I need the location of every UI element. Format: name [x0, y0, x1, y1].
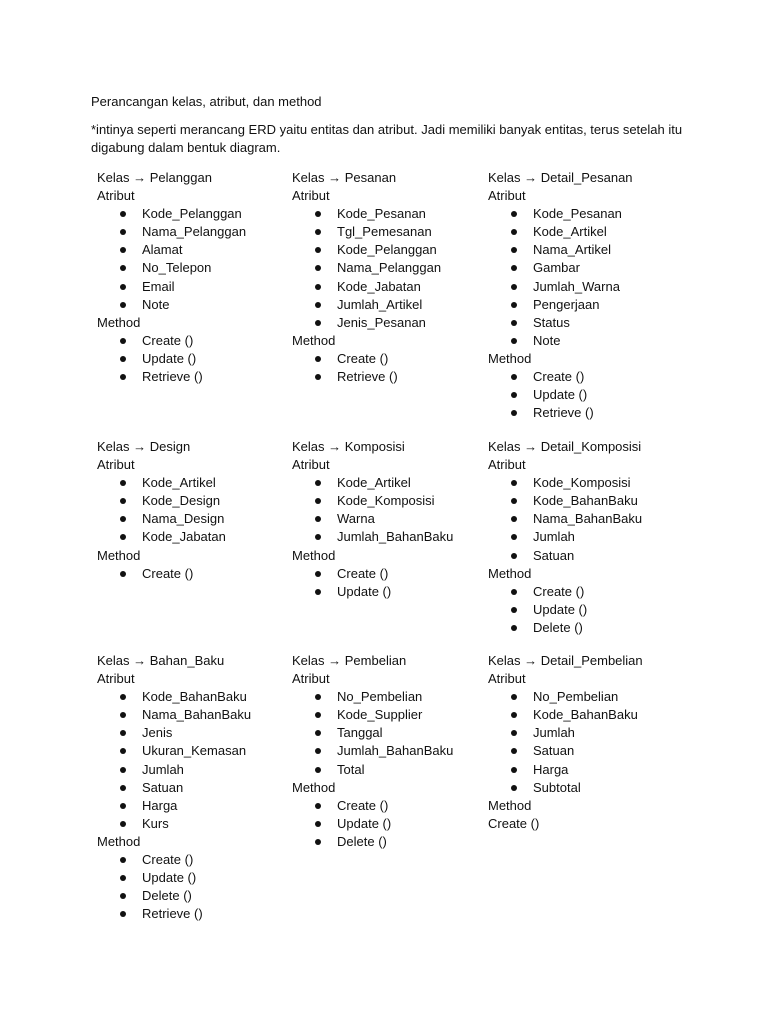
attribute-item: Jumlah_Artikel: [292, 296, 482, 314]
class-block-detail-pesanan: [488, 169, 678, 422]
class-prefix: Kelas →: [488, 439, 541, 454]
attribute-item: Pengerjaan: [488, 296, 678, 314]
method-item: Create (): [97, 851, 287, 869]
attribute-item: Jumlah: [97, 761, 287, 779]
attribute-item: No_Pembelian: [488, 688, 678, 706]
document-title: Perancangan kelas, atribut, dan method: [91, 94, 322, 109]
attribute-item: Total: [292, 761, 482, 779]
class-heading: [292, 652, 482, 670]
attribute-item: Nama_BahanBaku: [488, 510, 678, 528]
attribute-list: [292, 474, 482, 546]
class-heading: [97, 438, 287, 456]
method-item: Create (): [488, 583, 678, 601]
attribute-list: [97, 688, 287, 833]
method-list: [292, 350, 482, 386]
method-list: [97, 565, 287, 583]
class-name: Komposisi: [344, 439, 405, 454]
class-name: Pembelian: [344, 653, 407, 668]
attribute-item: Kode_Artikel: [292, 474, 482, 492]
method-label: Method: [97, 314, 141, 330]
class-prefix: Kelas →: [97, 653, 150, 668]
class-prefix: Kelas →: [97, 439, 150, 454]
attribute-item: Tanggal: [292, 724, 482, 742]
method-label: Method: [292, 779, 336, 795]
attribute-item: Note: [97, 296, 287, 314]
class-heading: [97, 169, 287, 187]
class-name: Pesanan: [344, 170, 397, 185]
class-heading: [488, 652, 678, 670]
atribut-label: Atribut: [97, 188, 135, 204]
method-list: [292, 565, 482, 601]
method-list: [292, 797, 482, 851]
method-list: [97, 851, 287, 923]
attribute-item: Nama_Design: [97, 510, 287, 528]
atribut-label: Atribut: [97, 457, 135, 473]
attribute-item: No_Telepon: [97, 259, 287, 277]
attribute-item: Kode_BahanBaku: [97, 688, 287, 706]
attribute-list: [488, 474, 678, 564]
class-heading: [292, 438, 482, 456]
atribut-label: Atribut: [292, 457, 330, 473]
class-name: Detail_Pembelian: [540, 653, 643, 668]
atribut-label: Atribut: [292, 671, 330, 687]
attribute-item: Satuan: [488, 742, 678, 760]
attribute-item: Alamat: [97, 241, 287, 259]
attribute-item: No_Pembelian: [292, 688, 482, 706]
class-block-pelanggan: [97, 169, 287, 386]
intro-paragraph: [91, 121, 691, 157]
attribute-item: Status: [488, 314, 678, 332]
attribute-list: [97, 205, 287, 314]
attribute-list: [292, 205, 482, 332]
attribute-item: Ukuran_Kemasan: [97, 742, 287, 760]
method-item: Create (): [97, 565, 287, 583]
method-item: Delete (): [97, 887, 287, 905]
method-item: Create (): [488, 815, 540, 831]
method-item: Create (): [292, 350, 482, 368]
intro-line: *intinya seperti merancang ERD yaitu entitas dan atribut. Jadi memiliki banyak entitas, terus setelah itu: [91, 122, 683, 137]
method-list: [488, 583, 678, 637]
method-item: Update (): [488, 601, 678, 619]
method-item: Create (): [488, 368, 678, 386]
method-list: [97, 332, 287, 386]
class-block-pesanan: [292, 169, 482, 386]
class-name: Detail_Komposisi: [540, 439, 642, 454]
atribut-label: Atribut: [488, 188, 526, 204]
attribute-list: [488, 688, 678, 797]
class-name: Bahan_Baku: [149, 653, 225, 668]
method-label: Method: [292, 547, 336, 563]
class-prefix: Kelas →: [292, 439, 345, 454]
attribute-item: Kode_Pelanggan: [97, 205, 287, 223]
class-prefix: Kelas →: [97, 170, 150, 185]
method-item: Create (): [292, 565, 482, 583]
method-label: Method: [292, 332, 336, 348]
class-prefix: Kelas →: [292, 653, 345, 668]
method-item: Create (): [292, 797, 482, 815]
attribute-item: Nama_Pelanggan: [97, 223, 287, 241]
attribute-item: Note: [488, 332, 678, 350]
class-heading: [292, 169, 482, 187]
attribute-item: Kode_Supplier: [292, 706, 482, 724]
attribute-item: Harga: [97, 797, 287, 815]
method-item: Update (): [97, 350, 287, 368]
attribute-item: Kode_Komposisi: [292, 492, 482, 510]
attribute-item: Jumlah_BahanBaku: [292, 742, 482, 760]
method-item: Retrieve (): [97, 368, 287, 386]
class-name: Pelanggan: [149, 170, 212, 185]
attribute-item: Satuan: [488, 547, 678, 565]
method-label: Method: [97, 547, 141, 563]
class-name: Detail_Pesanan: [540, 170, 633, 185]
atribut-label: Atribut: [97, 671, 135, 687]
attribute-item: Kode_BahanBaku: [488, 706, 678, 724]
attribute-item: Nama_Pelanggan: [292, 259, 482, 277]
method-label: Method: [488, 797, 532, 813]
attribute-item: Kode_BahanBaku: [488, 492, 678, 510]
class-prefix: Kelas →: [488, 170, 541, 185]
class-block-komposisi: [292, 438, 482, 601]
attribute-item: Jumlah_Warna: [488, 278, 678, 296]
method-item: Update (): [488, 386, 678, 404]
class-name: Design: [149, 439, 191, 454]
attribute-item: Email: [97, 278, 287, 296]
atribut-label: Atribut: [292, 188, 330, 204]
attribute-item: Harga: [488, 761, 678, 779]
method-item: Create (): [97, 332, 287, 350]
attribute-item: Kode_Design: [97, 492, 287, 510]
attribute-list: [97, 474, 287, 546]
attribute-item: Subtotal: [488, 779, 678, 797]
atribut-label: Atribut: [488, 457, 526, 473]
atribut-label: Atribut: [488, 671, 526, 687]
attribute-item: Nama_BahanBaku: [97, 706, 287, 724]
class-heading: [488, 169, 678, 187]
attribute-item: Tgl_Pemesanan: [292, 223, 482, 241]
method-item: Retrieve (): [488, 404, 678, 422]
method-item: Update (): [292, 815, 482, 833]
attribute-item: Warna: [292, 510, 482, 528]
method-item: Delete (): [292, 833, 482, 851]
attribute-list: [488, 205, 678, 350]
attribute-item: Kurs: [97, 815, 287, 833]
attribute-item: Jenis: [97, 724, 287, 742]
attribute-item: Kode_Jabatan: [292, 278, 482, 296]
class-prefix: Kelas →: [488, 653, 541, 668]
method-item: Retrieve (): [292, 368, 482, 386]
attribute-item: Kode_Jabatan: [97, 528, 287, 546]
method-item: Update (): [292, 583, 482, 601]
class-block-detail-komposisi: [488, 438, 678, 637]
attribute-item: Jumlah: [488, 528, 678, 546]
attribute-item: Kode_Pesanan: [292, 205, 482, 223]
class-block-pembelian: [292, 652, 482, 851]
attribute-item: Satuan: [97, 779, 287, 797]
attribute-item: Kode_Artikel: [97, 474, 287, 492]
attribute-item: Jenis_Pesanan: [292, 314, 482, 332]
class-prefix: Kelas →: [292, 170, 345, 185]
attribute-item: Nama_Artikel: [488, 241, 678, 259]
method-item: Delete (): [488, 619, 678, 637]
method-label: Method: [488, 350, 532, 366]
method-list: [488, 368, 678, 422]
method-label: Method: [488, 565, 532, 581]
attribute-item: Kode_Artikel: [488, 223, 678, 241]
attribute-item: Kode_Pesanan: [488, 205, 678, 223]
class-block-design: [97, 438, 287, 583]
class-block-bahan-baku: [97, 652, 287, 923]
method-item: Update (): [97, 869, 287, 887]
attribute-item: Jumlah_BahanBaku: [292, 528, 482, 546]
method-label: Method: [97, 833, 141, 849]
attribute-list: [292, 688, 482, 778]
attribute-item: Gambar: [488, 259, 678, 277]
class-block-detail-pembelian: [488, 652, 678, 833]
class-heading: [488, 438, 678, 456]
attribute-item: Kode_Komposisi: [488, 474, 678, 492]
intro-line: digabung dalam bentuk diagram.: [91, 140, 281, 155]
class-heading: [97, 652, 287, 670]
attribute-item: Jumlah: [488, 724, 678, 742]
attribute-item: Kode_Pelanggan: [292, 241, 482, 259]
method-item: Retrieve (): [97, 905, 287, 923]
